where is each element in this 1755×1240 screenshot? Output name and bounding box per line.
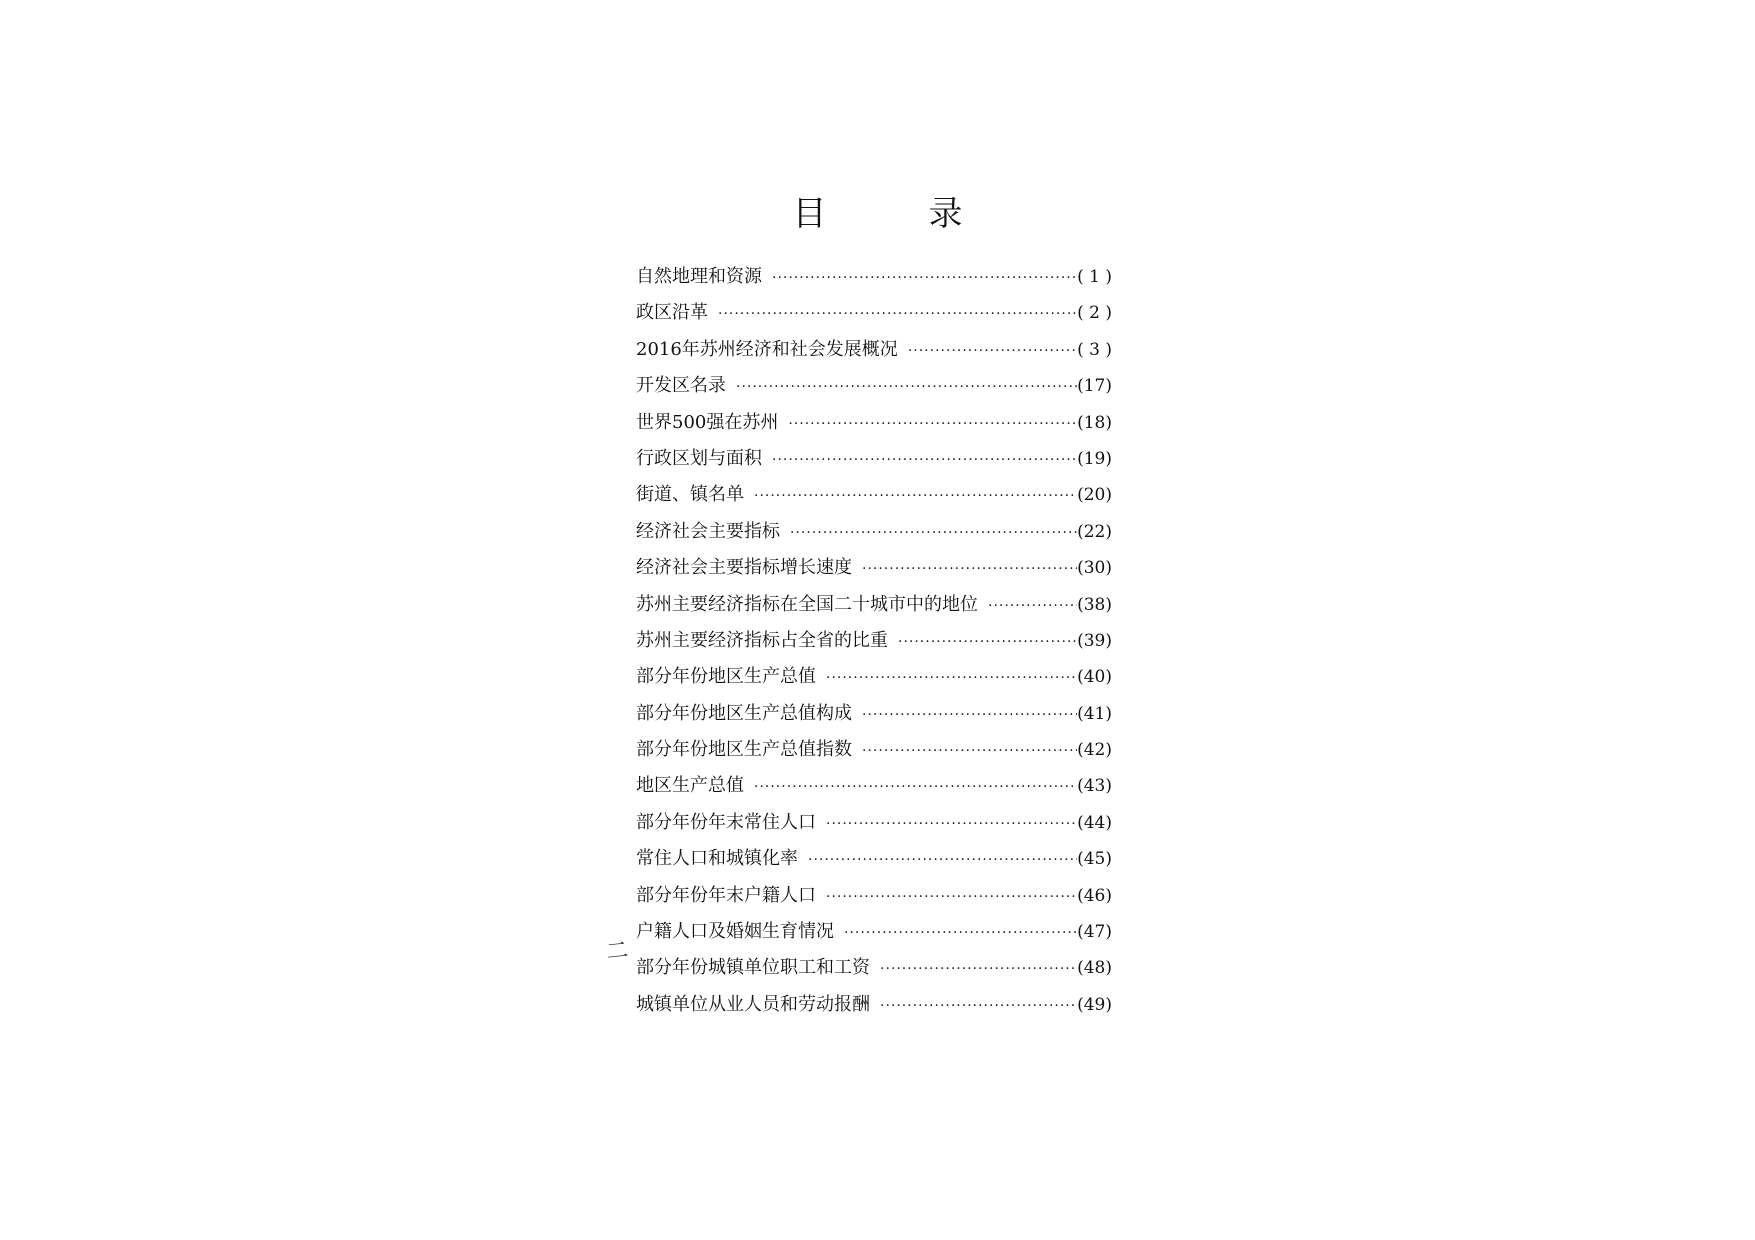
toc-entry <box>636 480 1112 516</box>
toc-leader-dots <box>826 816 1077 832</box>
toc-leader-dots <box>718 306 1077 322</box>
toc-entry <box>636 262 1112 298</box>
handwritten-margin-mark: 二 <box>604 937 630 966</box>
table-of-contents <box>636 262 1112 1026</box>
toc-leader-dots <box>862 707 1077 723</box>
toc-entry-label: 地区生产总值 <box>636 775 744 797</box>
toc-leader-dots <box>908 343 1077 359</box>
toc-entry-label: 行政区划与面积 <box>636 447 762 469</box>
toc-entry-label: 部分年份地区生产总值 <box>636 666 816 688</box>
toc-entry-label: 自然地理和资源 <box>636 266 762 287</box>
toc-entry-label: 经济社会主要指标增长速度 <box>636 557 852 579</box>
toc-entry-label: 政区沿革 <box>636 302 708 324</box>
toc-entry-page: (45) <box>1077 849 1112 870</box>
toc-leader-dots <box>880 961 1077 977</box>
toc-entry-page: (49) <box>1077 994 1112 1015</box>
toc-leader-dots <box>898 634 1077 650</box>
toc-entry-label: 部分年份城镇单位职工和工资 <box>636 957 870 979</box>
toc-entry-page: (44) <box>1077 812 1112 833</box>
toc-entry-label: 世界500强在苏州 <box>636 411 779 433</box>
toc-entry <box>636 990 1112 1026</box>
toc-entry <box>636 408 1112 444</box>
toc-leader-dots <box>790 525 1077 541</box>
toc-entry <box>636 590 1112 626</box>
toc-leader-dots <box>788 416 1077 432</box>
toc-entry-page: (40) <box>1077 667 1112 688</box>
toc-entry <box>636 662 1112 698</box>
toc-entry <box>636 771 1112 807</box>
toc-entry-page: ( 3 ) <box>1077 339 1112 360</box>
toc-entry <box>636 735 1112 771</box>
toc-entry-label: 常住人口和城镇化率 <box>636 848 798 870</box>
toc-leader-dots <box>862 743 1077 759</box>
toc-entry-page: (41) <box>1077 703 1112 724</box>
toc-entry <box>636 626 1112 662</box>
toc-leader-dots <box>880 998 1077 1014</box>
toc-entry <box>636 953 1112 989</box>
toc-entry-label: 苏州主要经济指标在全国二十城市中的地位 <box>636 593 978 615</box>
toc-entry-label: 街道、镇名单 <box>636 484 744 506</box>
toc-entry-page: (30) <box>1077 558 1112 579</box>
toc-leader-dots <box>826 889 1077 905</box>
toc-entry-page: (48) <box>1077 958 1112 979</box>
toc-leader-dots <box>754 779 1077 795</box>
toc-entry-label: 部分年份年末户籍人口 <box>636 884 816 906</box>
toc-entry-page: (18) <box>1077 412 1112 433</box>
toc-entry-page: (46) <box>1077 885 1112 906</box>
toc-entry-label: 苏州主要经济指标占全省的比重 <box>636 629 888 651</box>
toc-entry-label: 经济社会主要指标 <box>636 520 780 542</box>
toc-entry-label: 部分年份地区生产总值构成 <box>636 702 852 724</box>
toc-entry-label: 户籍人口及婚姻生育情况 <box>636 921 834 943</box>
toc-entry-label: 部分年份年末常住人口 <box>636 811 816 833</box>
toc-entry <box>636 917 1112 953</box>
toc-entry <box>636 553 1112 589</box>
toc-entry-label: 开发区名录 <box>636 375 726 397</box>
toc-entry <box>636 881 1112 917</box>
toc-entry <box>636 371 1112 407</box>
toc-leader-dots <box>826 670 1077 686</box>
toc-leader-dots <box>988 598 1077 614</box>
toc-entry-page: (38) <box>1077 594 1112 615</box>
toc-entry-page: ( 1 ) <box>1077 267 1112 287</box>
toc-entry <box>636 699 1112 735</box>
toc-entry-page: (39) <box>1077 630 1112 651</box>
page-title: 目 录 <box>792 194 997 234</box>
toc-entry <box>636 298 1112 334</box>
toc-leader-dots <box>772 452 1077 468</box>
toc-leader-dots <box>862 561 1077 577</box>
toc-entry-page: (17) <box>1077 376 1112 397</box>
toc-entry <box>636 517 1112 553</box>
toc-entry-label: 城镇单位从业人员和劳动报酬 <box>636 993 870 1015</box>
toc-entry <box>636 808 1112 844</box>
toc-leader-dots <box>772 270 1077 286</box>
toc-entry-page: (22) <box>1077 521 1112 542</box>
toc-entry-page: (43) <box>1077 776 1112 797</box>
toc-leader-dots <box>736 379 1077 395</box>
toc-entry <box>636 844 1112 880</box>
toc-leader-dots <box>754 488 1077 504</box>
toc-entry-page: (20) <box>1077 485 1112 506</box>
toc-entry <box>636 444 1112 480</box>
toc-entry-page: ( 2 ) <box>1077 303 1112 324</box>
toc-entry-page: (47) <box>1077 922 1112 943</box>
toc-leader-dots <box>844 925 1077 941</box>
toc-entry-page: (19) <box>1077 448 1112 469</box>
toc-entry-page: (42) <box>1077 740 1112 761</box>
toc-entry <box>636 335 1112 371</box>
toc-leader-dots <box>808 852 1077 868</box>
toc-entry-label: 部分年份地区生产总值指数 <box>636 739 852 761</box>
toc-entry-label: 2016年苏州经济和社会发展概况 <box>636 338 898 360</box>
